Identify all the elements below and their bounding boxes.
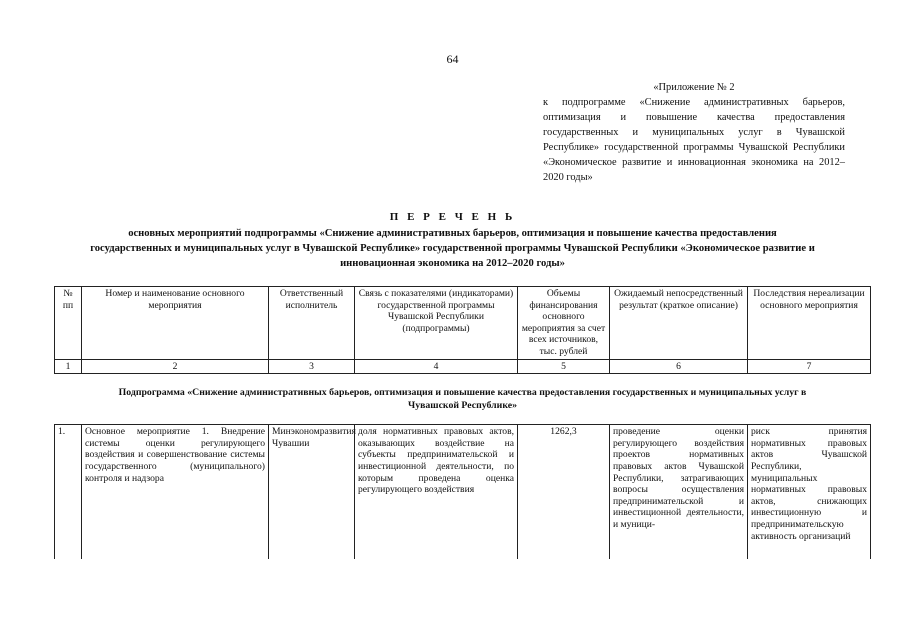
appendix-title: «Приложение № 2 <box>653 82 735 93</box>
column-number: 5 <box>518 359 610 374</box>
indicator-link: доля нормативных правовых актов, оказывающих воздействие на субъекты предпринимательской и инвестиционной деятельности, по которым проведена оценка регулирующего воздействия <box>355 425 518 560</box>
table-row <box>55 425 871 560</box>
measure-name: Основное мероприятие 1. Внедрение системы оценки регулирующего воздействия и совершенствование системы государственного (муниципального) контроля и надзора <box>82 425 269 560</box>
row-number: 1. <box>55 425 82 560</box>
column-number: 7 <box>748 359 871 374</box>
responsible-executor: Минэкономразвития Чувашии <box>269 425 355 560</box>
non-implementation-consequences: риск принятия нормативных правовых актов Чувашской Республики, муниципальных нормативных правовых актов, снижающих инвестиционную и предпринимательскую активность организаций <box>748 425 871 560</box>
header-cell: № пп <box>55 287 82 360</box>
document-title <box>90 210 815 271</box>
expected-result: проведение оценки регулирующего воздействия проектов нормативных правовых актов Чувашской Республики, затрагивающих вопросы осуществления предпринимательской и инвестиционной деятельности, и муници- <box>610 425 748 560</box>
column-number-row <box>55 359 871 374</box>
appendix-note <box>543 80 845 185</box>
column-number: 6 <box>610 359 748 374</box>
column-number: 2 <box>82 359 269 374</box>
title-subtitle: основных мероприятий подпрограммы «Снижение административных барьеров, оптимизация и повышение качества предоставления государственных и муниципальных услуг в Чувашской Республике» государственной программы Чувашской Республики «Экономическое развитие и инновационная экономика на 2012–2020 годы» <box>90 228 815 269</box>
header-cell: Связь с показателями (индикаторами) государственной программы Чувашской Республики (подпрограммы) <box>355 287 518 360</box>
header-cell: Последствия нереализации основного мероприятия <box>748 287 871 360</box>
table-header-row <box>55 287 871 360</box>
measures-table <box>54 286 871 559</box>
page-number: 64 <box>446 52 459 66</box>
subprogram-row <box>55 374 871 425</box>
column-number: 4 <box>355 359 518 374</box>
header-cell: Ответственный исполнитель <box>269 287 355 360</box>
header-cell: Объемы финансирования основного мероприятия за счет всех источников, тыс. рублей <box>518 287 610 360</box>
subprogram-title: Подпрограмма «Снижение административных барьеров, оптимизация и повышение качества предоставления государственных и муниципальных услуг в Чувашской Республике» <box>55 374 871 425</box>
header-cell: Номер и наименование основного мероприятия <box>82 287 269 360</box>
appendix-body: к подпрограмме «Снижение административных барьеров, оптимизация и повышение качества предоставления государственных и муниципальных услуг в Чувашской Республике» государственной программы Чувашской Республики «Экономическое развитие и инновационная экономика на 2012–2020 годы» <box>543 97 845 183</box>
column-number: 1 <box>55 359 82 374</box>
funding-amount: 1262,3 <box>518 425 610 560</box>
column-number: 3 <box>269 359 355 374</box>
header-cell: Ожидаемый непосредственный результат (краткое описание) <box>610 287 748 360</box>
title-heading: П Е Р Е Ч Е Н Ь <box>389 211 516 223</box>
